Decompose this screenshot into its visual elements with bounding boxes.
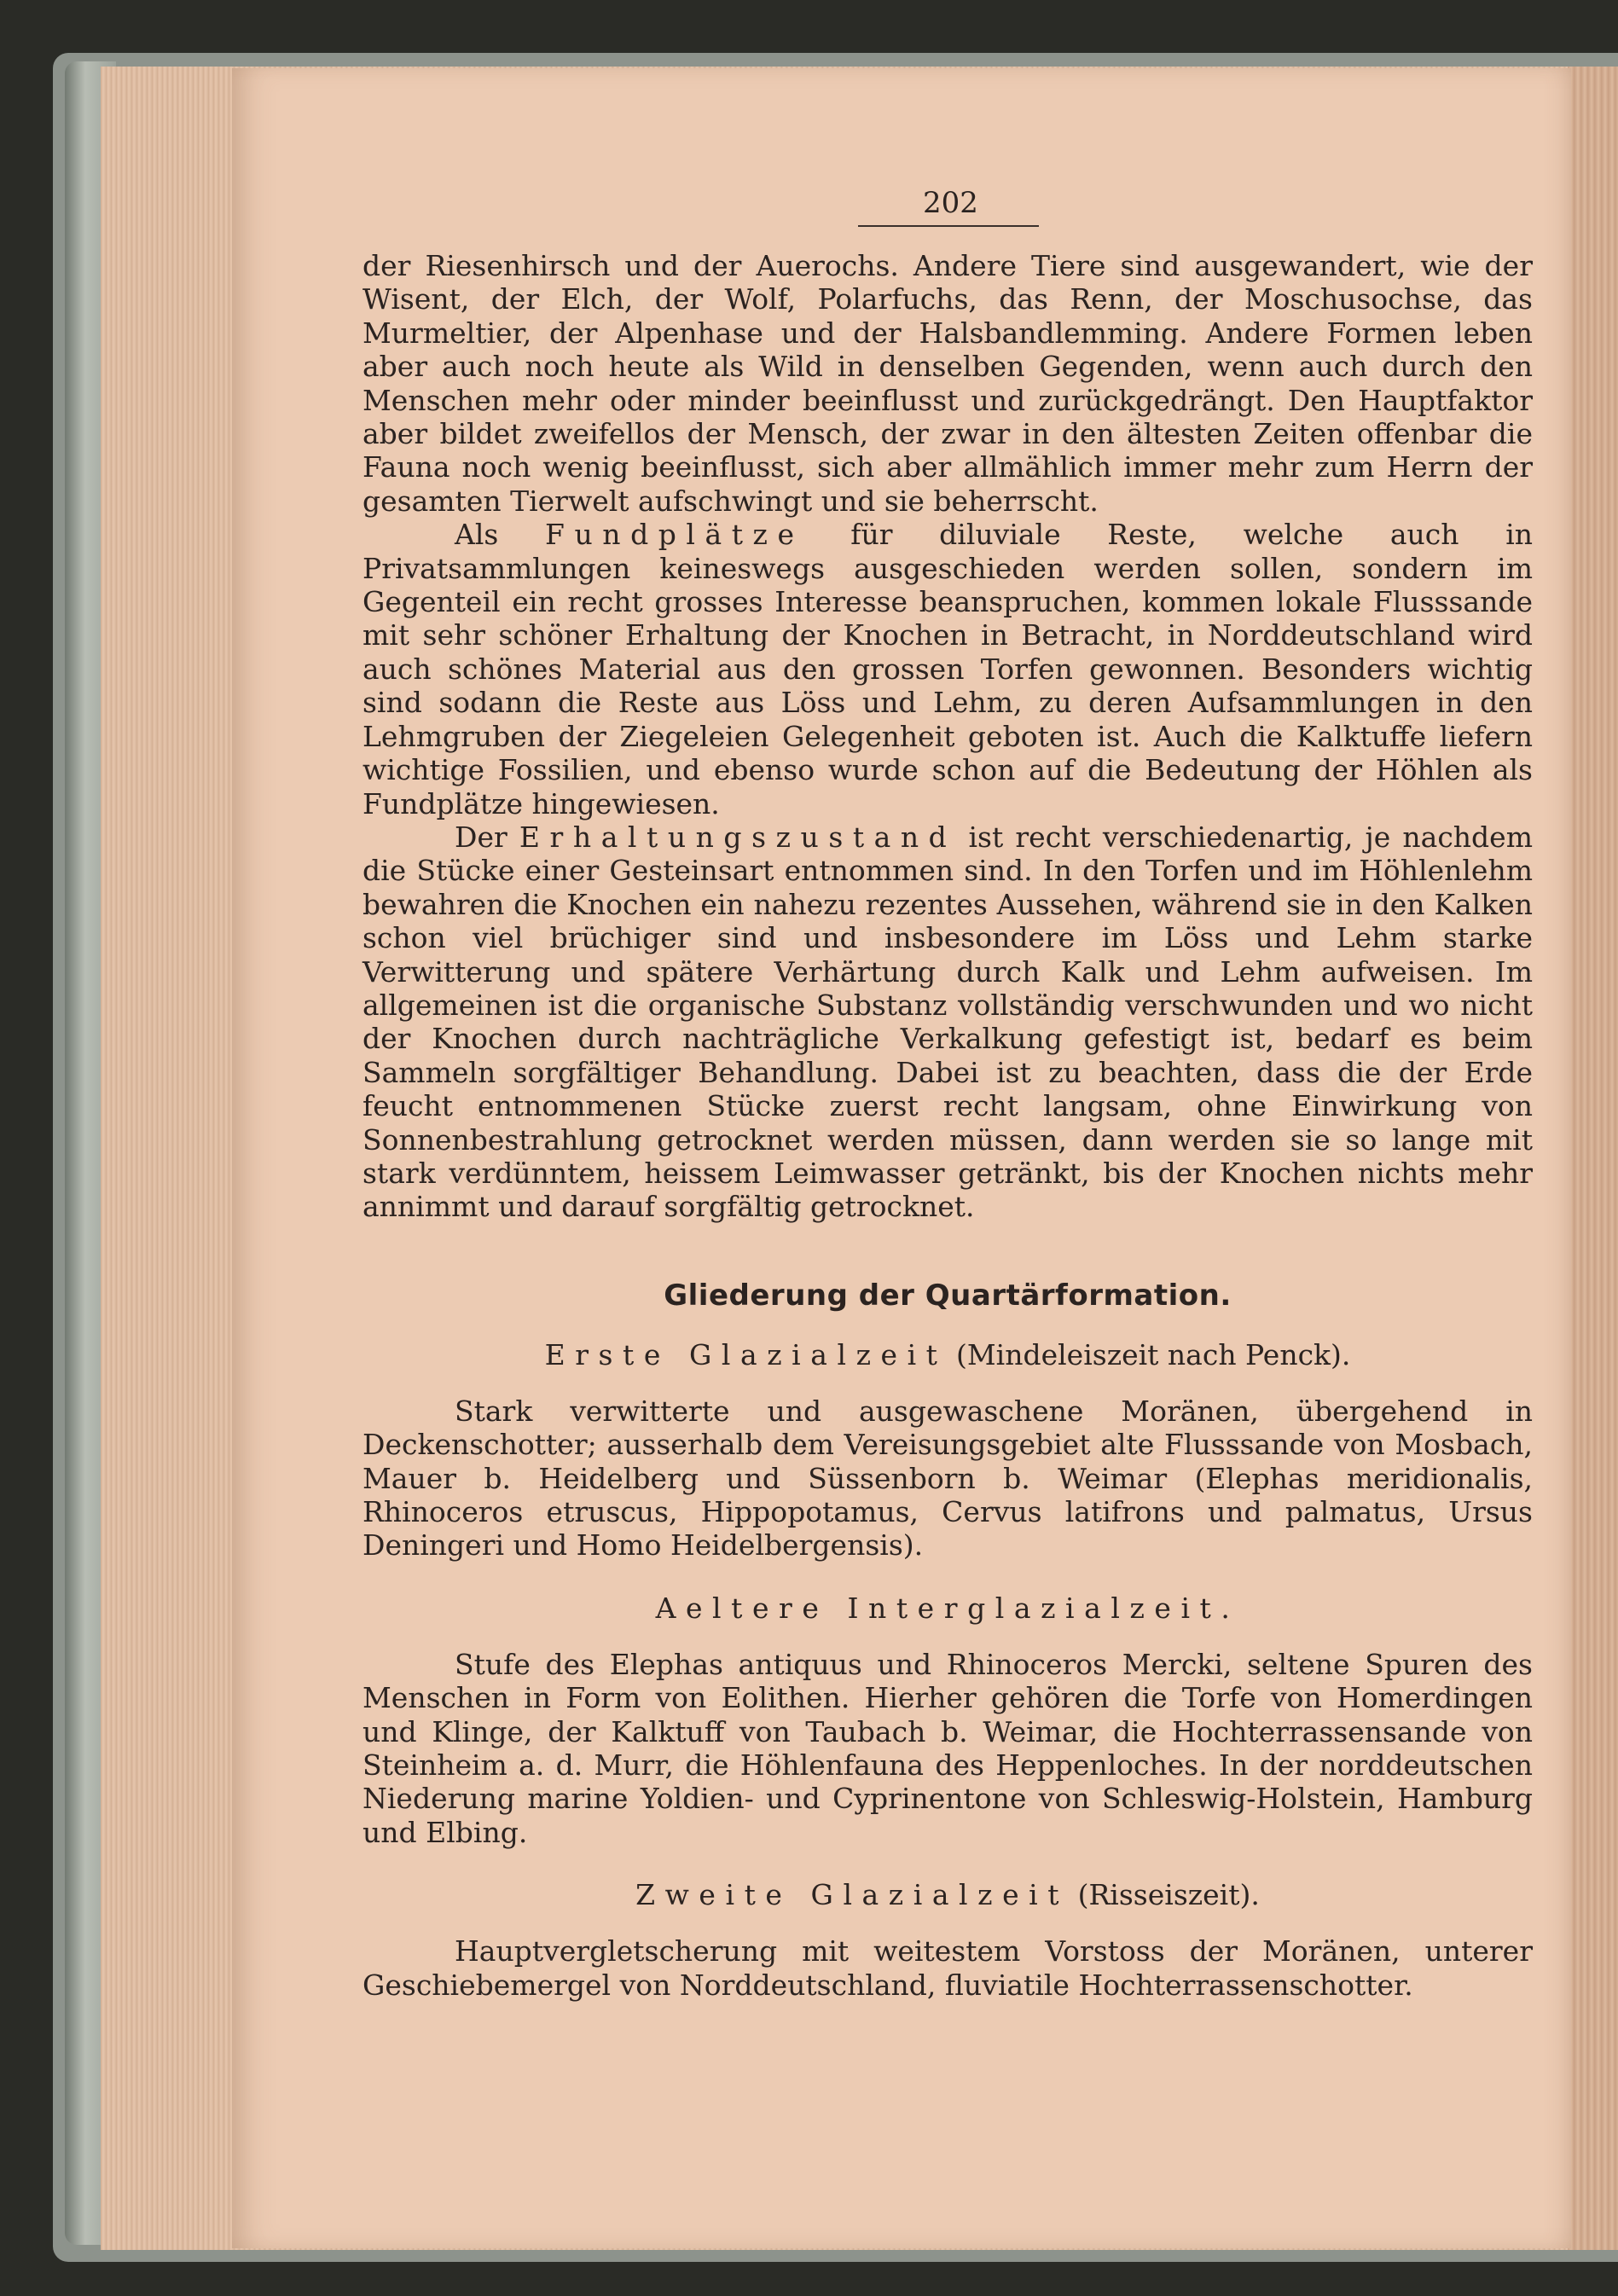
- period-title: Zweite Glazialzeit: [635, 1878, 1070, 1912]
- paragraph-fundplaetze-start: Als: [455, 518, 546, 552]
- period-title: Erste Glazialzeit: [544, 1337, 948, 1371]
- paragraph-erhaltungszustand-rest: ist recht verschiedenartig, je nachdem die Stücke einer Gesteinsart entnommen sind. In den Torfen und im Höhlenlehm bewahren die Knochen ein nahezu rezentes Aussehen, während sie in den Kalken schon viel brüchiger sind und insbesondere im Löss und Lehm starke Verwitterung und spätere Verhärtung durch Kalk und Lehm aufweisen. Im allgemeinen ist die organische Substanz vollständig verschwunden und wo nicht der Knochen durch nachträgliche Verkalkung gefestigt ist, bedarf es beim Sammeln sorgfältiger Behandlung. Dabei ist zu beachten, dass die der Erde feucht entnommenen Stücke zuerst recht langsam, ohne Einwirkung von Sonnenbestrahlung getrocknet werden müssen, dann werden sie so lange mit stark verdünntem, heissem Leimwasser getränkt, bis der Knochen nichts mehr annimmt und darauf sorgfältig getrocknet.: [362, 820, 1533, 1224]
- period-suffix: (Mindeleiszeit nach Penck).: [947, 1337, 1351, 1371]
- paragraph-fundplaetze-rest: für diluviale Reste, welche auch in Privatsammlungen keineswegs ausgeschieden werden sollen, sondern im Gegenteil ein recht grosses Interesse beanspruchen, kommen lokale Flusssande mit sehr schöner Erhaltung der Knochen in Betracht, in Norddeutschland wird auch schönes Material aus den grossen Torfen gewonnen. Besonders wichtig sind sodann die Reste aus Löss und Lehm, zu deren Aufsammlungen in den Lehmgruben der Ziegeleien Gelegenheit geboten ist. Auch die Kalktuffe liefern wichtige Fossilien, und ebenso wurde schon auf die Bedeutung der Höhlen als Fundplätze hingewiesen.: [362, 518, 1534, 820]
- page-number-rule: [858, 225, 1039, 227]
- paragraph-erhaltungszustand: [362, 820, 1533, 1224]
- term-fundplaetze: Fundplätze: [545, 518, 804, 552]
- period-heading-aeltere-interglazialzeit: [362, 1590, 1533, 1627]
- section-heading: Gliederung der Quartärformation.: [664, 1278, 1232, 1313]
- paragraph-fundplaetze: [362, 518, 1533, 820]
- paragraph-fauna: der Riesenhirsch und der Auerochs. Andere Tiere sind ausgewandert, wie der Wisent, der Elch, der Wolf, Polarfuchs, das Renn, der Moschusochse, das Murmeltier, der Alpenhase und der Halsbandlemming. Andere Formen leben aber auch noch heute als Wild in denselben Gegenden, wenn auch durch den Menschen mehr oder minder beeinflusst und zurückgedrängt. Den Hauptfaktor aber bildet zweifellos der Mensch, der zwar in den ältesten Zeiten offenbar die Fauna noch wenig beeinflusst, sich aber allmählich immer mehr zum Herrn der gesamten Tierwelt aufschwingt und sie beherrscht.: [362, 249, 1533, 518]
- period-title: Aeltere Interglazialzeit.: [655, 1591, 1240, 1625]
- period-heading-zweite-glazialzeit: [362, 1876, 1533, 1914]
- paragraph-erhaltungszustand-start: Der: [455, 820, 519, 854]
- right-page-edges: [1568, 67, 1618, 2250]
- page-number: 202: [923, 186, 978, 220]
- period-text-zweite-glazialzeit: Hauptvergletscherung mit weitestem Vorstoss der Moränen, unterer Geschiebemergel von Norddeutschland, fluviatile Hochterrassenschotter.: [362, 1934, 1533, 2002]
- period-text-erste-glazialzeit: Stark verwitterte und ausgewaschene Moränen, übergehend in Deckenschotter; ausserhalb dem Vereisungsgebiet alte Flusssande von Mosbach, Mauer b. Heidelberg und Süssenborn b. Weimar (Elephas meridionalis, Rhinoceros etruscus, Hippopotamus, Cervus latifrons und palmatus, Ursus Deningeri und Homo Heidelbergensis).: [362, 1394, 1533, 1563]
- period-text-aeltere-interglazialzeit: Stufe des Elephas antiquus und Rhinoceros Mercki, seltene Spuren des Menschen in Form von Eolithen. Hierher gehören die Torfe von Homerdingen und Klinge, der Kalktuff von Taubach b. Weimar, die Hochterrassensande von Steinheim a. d. Murr, die Höhlenfauna des Heppenloches. In der norddeutschen Niederung marine Yoldien- und Cyprinentone von Schleswig-Holstein, Hamburg und Elbing.: [362, 1647, 1533, 1849]
- term-erhaltungszustand: Erhaltungszustand: [519, 820, 957, 854]
- text-column: [362, 249, 1533, 2002]
- period-suffix: (Risseiszeit).: [1069, 1878, 1260, 1912]
- period-heading-erste-glazialzeit: [362, 1336, 1533, 1374]
